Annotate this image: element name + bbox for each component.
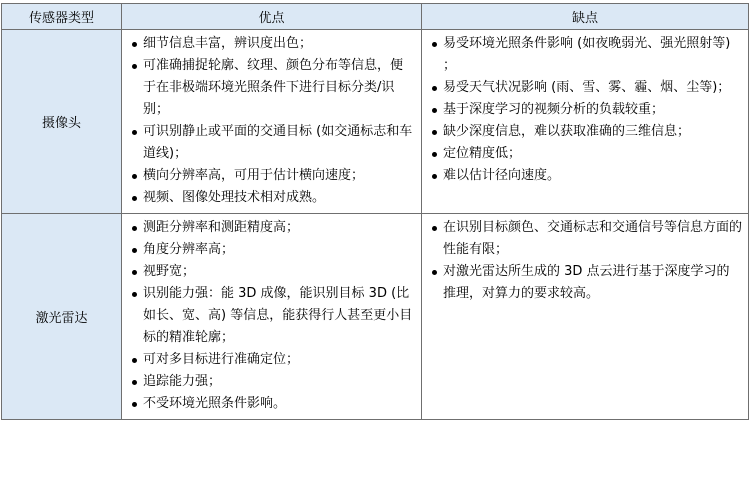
list-item: 对激光雷达所生成的 3D 点云进行基于深度学习的推理，对算力的要求较高。	[430, 261, 742, 305]
pros-cell	[122, 214, 422, 420]
list-item: 视频、图像处理技术相对成熟。	[130, 187, 415, 209]
list-item: 易受天气状况影响 (雨、雪、雾、霾、烟、尘等)；	[430, 77, 742, 99]
list-item: 易受环境光照条件影响 (如夜晚弱光、强光照射等) ；	[430, 33, 742, 77]
list-item: 难以估计径向速度。	[430, 165, 742, 187]
list-item: 基于深度学习的视频分析的负载较重；	[430, 99, 742, 121]
list-item: 细节信息丰富，辨识度出色；	[130, 33, 415, 55]
header-row	[2, 4, 749, 30]
list-item: 可对多目标进行准确定位；	[130, 349, 415, 371]
sensor-comparison-table	[1, 3, 749, 420]
cons-cell	[422, 30, 749, 214]
list-item: 在识别目标颜色、交通标志和交通信号等信息方面的性能有限；	[430, 217, 742, 261]
sensor-type-cell: 激光雷达	[2, 214, 122, 420]
table-row-lidar	[2, 214, 749, 420]
table-row-camera	[2, 30, 749, 214]
cons-list	[422, 214, 748, 309]
pros-cell	[122, 30, 422, 214]
list-item: 视野宽；	[130, 261, 415, 283]
cons-cell	[422, 214, 749, 420]
list-item: 不受环境光照条件影响。	[130, 393, 415, 415]
list-item: 角度分辨率高；	[130, 239, 415, 261]
pros-list	[122, 30, 421, 213]
list-item: 测距分辨率和测距精度高；	[130, 217, 415, 239]
list-item: 缺少深度信息，难以获取准确的三维信息；	[430, 121, 742, 143]
header-pros: 优点	[122, 4, 422, 30]
pros-list	[122, 214, 421, 419]
list-item: 识别能力强：能 3D 成像，能识别目标 3D (比如长、宽、高) 等信息，能获得行人甚至更小目标的精准轮廓；	[130, 283, 415, 349]
header-sensor-type: 传感器类型	[2, 4, 122, 30]
list-item: 横向分辨率高，可用于估计横向速度；	[130, 165, 415, 187]
cons-list	[422, 30, 748, 191]
list-item: 定位精度低；	[430, 143, 742, 165]
list-item: 可识别静止或平面的交通目标 (如交通标志和车道线)；	[130, 121, 415, 165]
list-item: 追踪能力强；	[130, 371, 415, 393]
sensor-type-cell: 摄像头	[2, 30, 122, 214]
header-cons: 缺点	[422, 4, 749, 30]
list-item: 可准确捕捉轮廓、纹理、颜色分布等信息，便于在非极端环境光照条件下进行目标分类/识别；	[130, 55, 415, 121]
